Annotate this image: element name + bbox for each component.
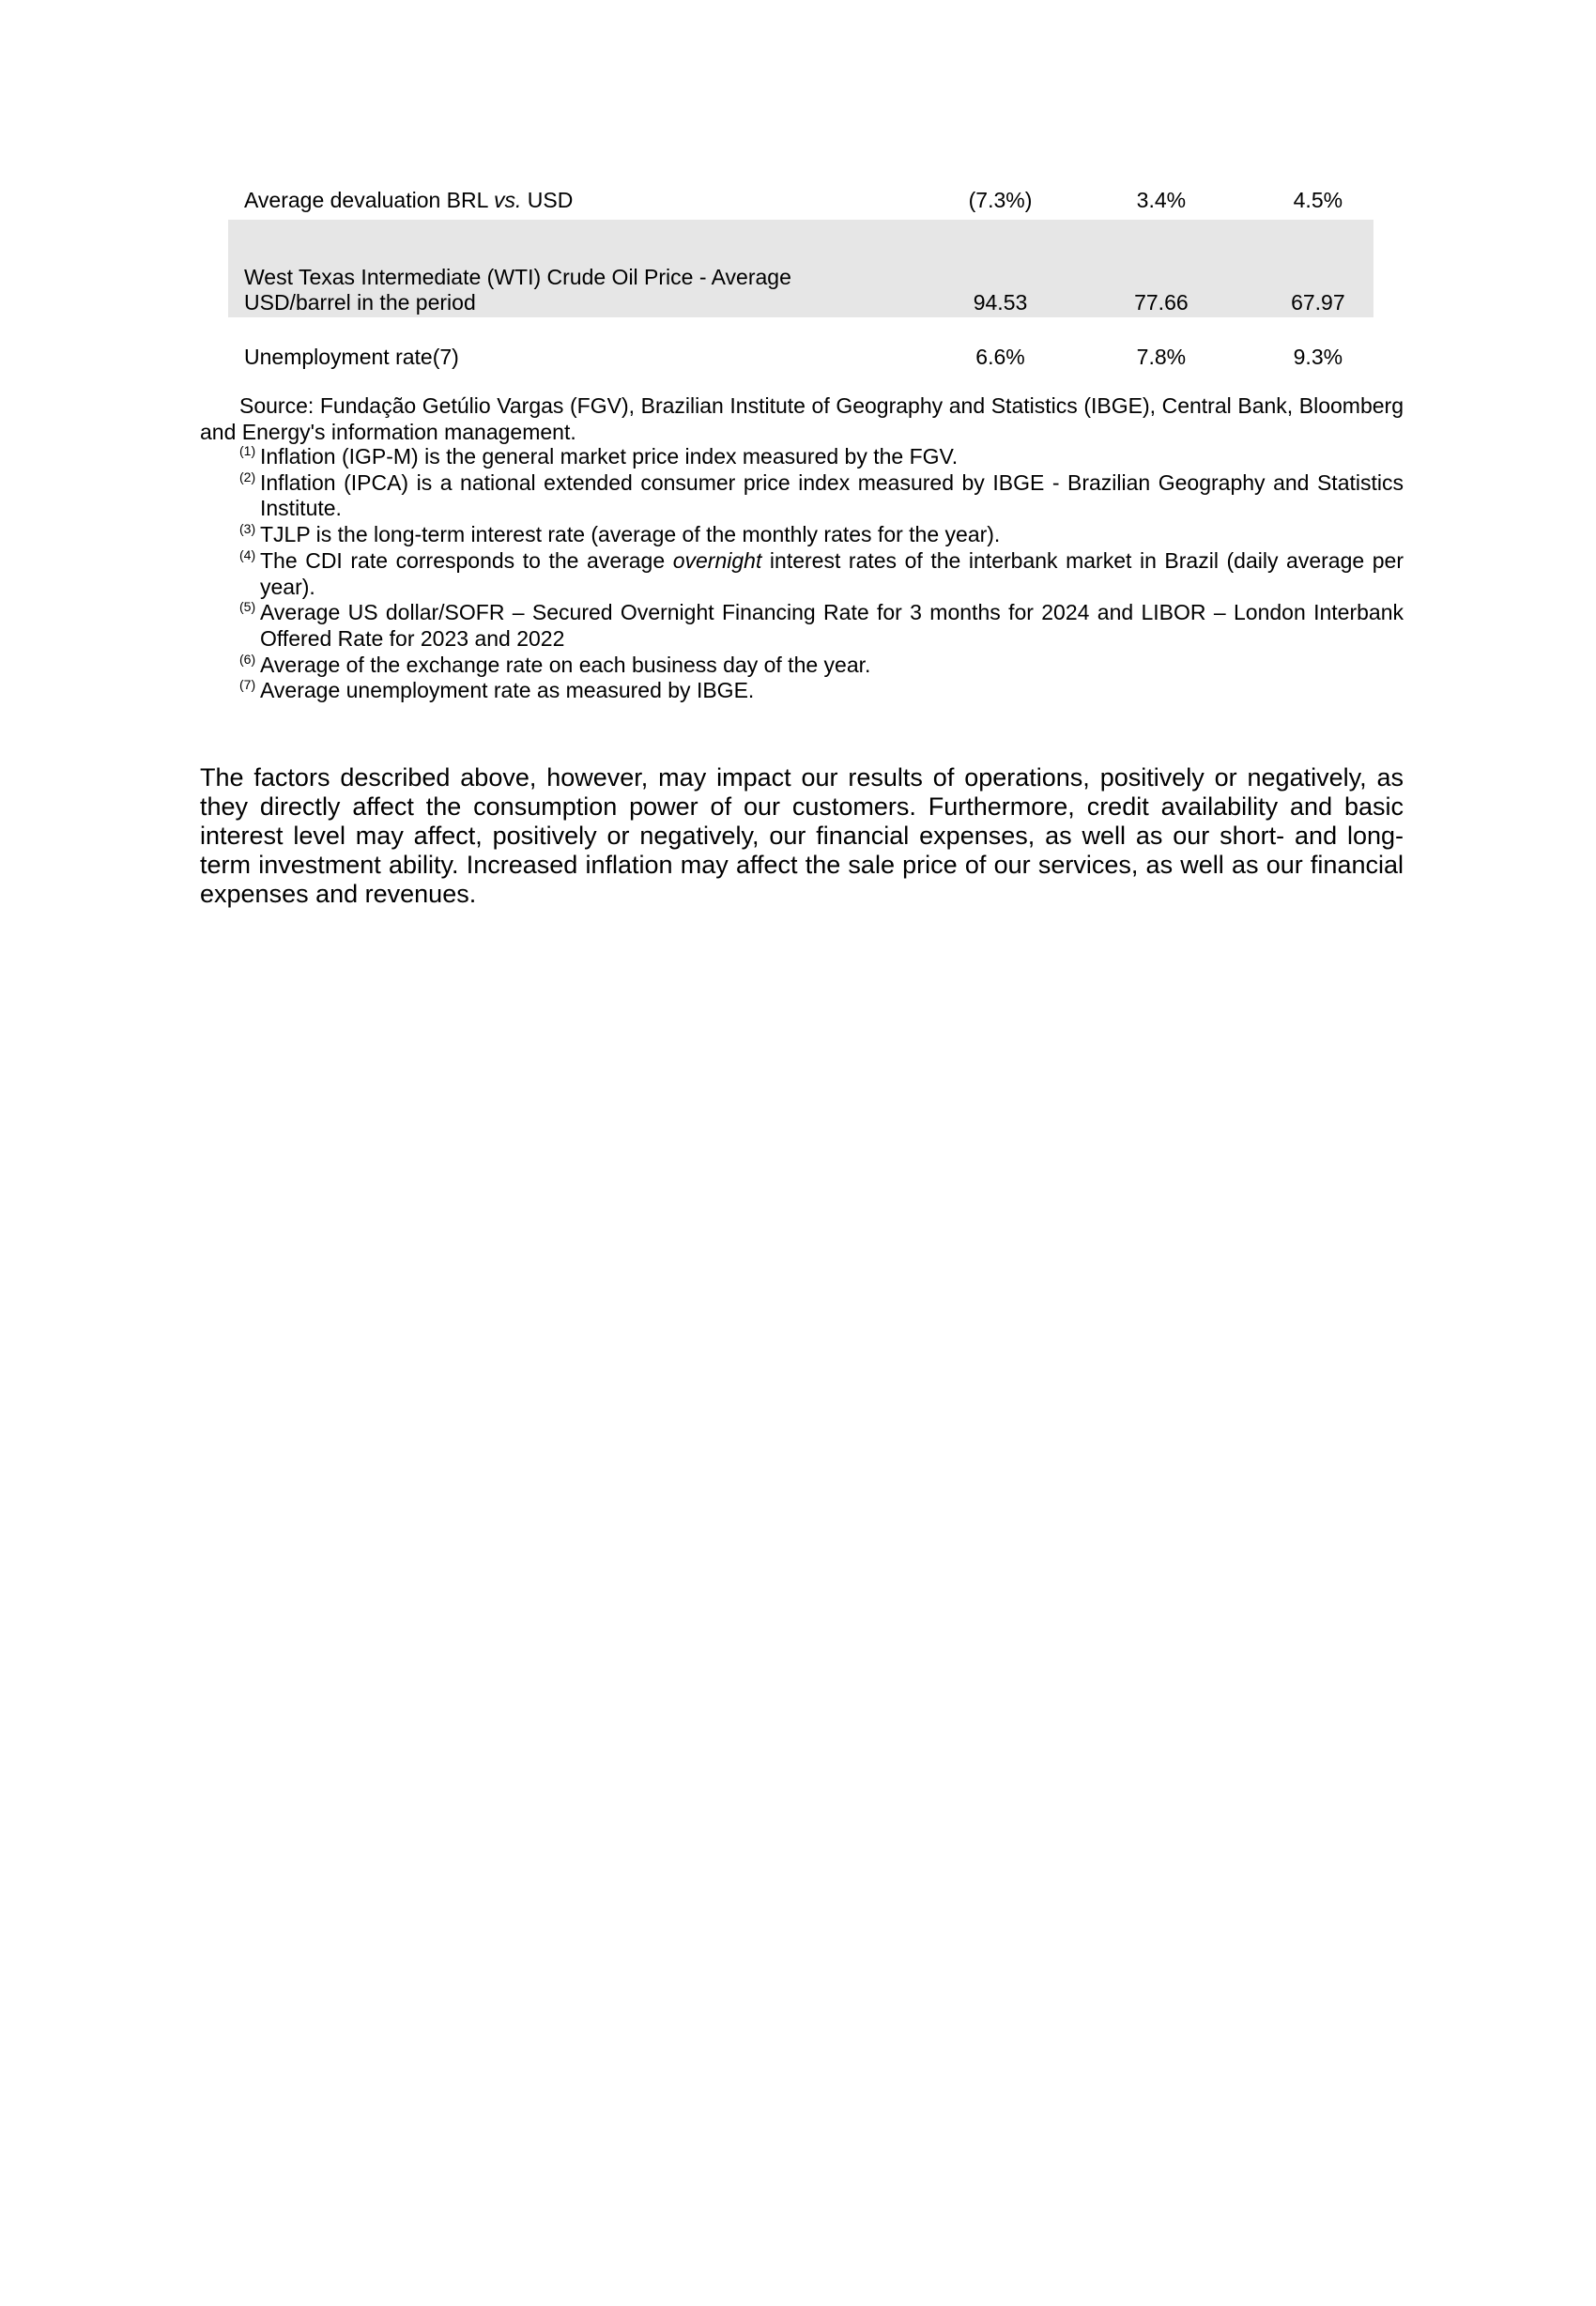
value-cell: 9.3% xyxy=(1293,345,1343,369)
footnote xyxy=(239,444,1404,470)
footnote-text: Average unemployment rate as measured by IBGE. xyxy=(260,678,755,703)
row-label: Unemployment rate(7) xyxy=(244,345,459,369)
row-label: West Texas Intermediate (WTI) Crude Oil Price - Average USD/barrel in the period xyxy=(228,220,945,317)
footnote-mark: (7) xyxy=(239,677,256,693)
economic-indicators-table xyxy=(228,186,1373,375)
value-cell: 3.4% xyxy=(1136,188,1187,212)
footnote xyxy=(239,548,1404,600)
footnote-list xyxy=(239,444,1404,704)
footnote-text: TJLP is the long-term interest rate (average of the monthly rates for the year). xyxy=(260,522,1001,547)
table-row xyxy=(228,186,1373,220)
footnote-text: Average US dollar/SOFR – Secured Overnight Financing Rate for 3 months for 2024 and LIBOR – London Interbank Offered Rate for 2023 and 2022 xyxy=(260,600,1404,651)
footnote-text: Inflation (IGP-M) is the general market price index measured by the FGV. xyxy=(260,444,959,469)
footnote xyxy=(239,653,1404,679)
footnote xyxy=(239,600,1404,652)
footnote-mark: (4) xyxy=(239,546,256,562)
value-cell: 7.8% xyxy=(1136,345,1187,369)
value-cell: 6.6% xyxy=(975,345,1025,369)
footnote-mark: (5) xyxy=(239,599,256,615)
footnote-text: Average of the exchange rate on each business day of the year. xyxy=(260,652,871,677)
source-note: Source: Fundação Getúlio Vargas (FGV), Brazilian Institute of Geography and Statistics (IBGE), Central Bank, Bloomberg and Energy's information management. xyxy=(200,393,1404,444)
footnote-text: The CDI rate corresponds to the average overnight interest rates of the interbank market in Brazil (daily average per year). xyxy=(260,547,1404,599)
footnote xyxy=(239,470,1404,522)
footnote xyxy=(239,522,1404,548)
table-row xyxy=(228,317,1373,375)
value-cell: 94.53 xyxy=(945,220,1055,317)
row-label: Average devaluation BRL vs. USD xyxy=(244,188,574,212)
value-cell: (7.3%) xyxy=(968,188,1033,212)
table-row xyxy=(228,220,1373,317)
value-cell: 77.66 xyxy=(1055,220,1216,317)
value-cell: 67.97 xyxy=(1216,220,1373,317)
body-paragraph: The factors described above, however, may impact our results of operations, positively or negatively, as they directly affect the consumption power of our customers. Furthermore, credit availability and basic interest level may affect, positively or negatively, our financial expenses, as well as our short- and long-term investment ability. Increased inflation may affect the sale price of our services, as well as our financial expenses and revenues. xyxy=(200,763,1404,908)
footnote-mark: (1) xyxy=(239,443,256,458)
footnote-mark: (6) xyxy=(239,651,256,667)
footnote-mark: (3) xyxy=(239,521,256,537)
value-cell: 4.5% xyxy=(1293,188,1343,212)
footnote-text: Inflation (IPCA) is a national extended consumer price index measured by IBGE - Brazilian Geography and Statistics Institute. xyxy=(260,469,1404,521)
footnote xyxy=(239,678,1404,704)
footnote-mark: (2) xyxy=(239,469,256,484)
